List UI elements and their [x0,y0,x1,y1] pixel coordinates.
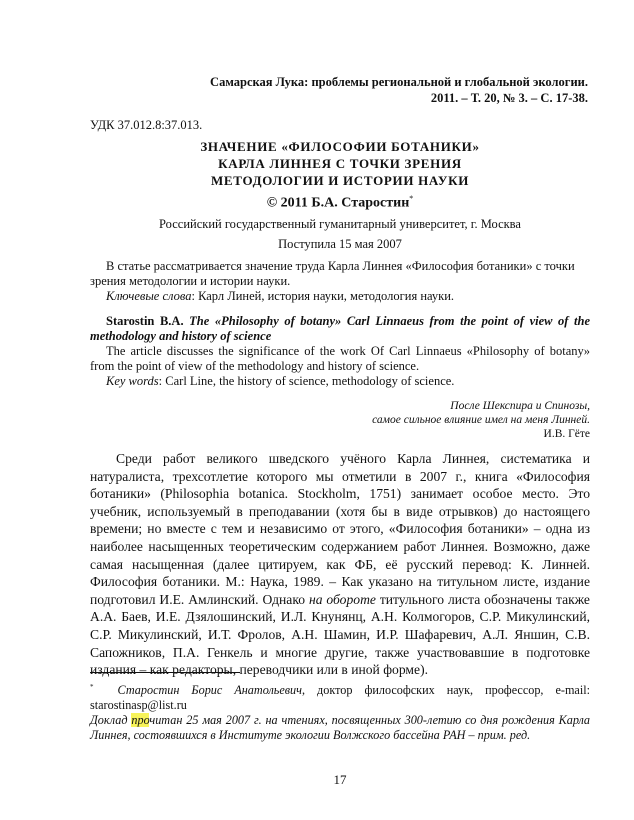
keywords-en-text: : Carl Line, the history of science, methodology of science. [158,374,455,388]
editor-note-post: читан 25 мая 2007 г. на чтениях, посвященных 300-летию со дня рождения Карла Линнея, состоявшихся в Институте экологии Волжского бассейна РАН – прим. ред. [90,713,591,743]
title-line-2: КАРЛА ЛИННЕЯ С ТОЧКИ ЗРЕНИЯ [218,156,462,171]
footnote-mark-ref: * [90,683,94,691]
udc-code: УДК 37.012.8:37.013. [90,118,203,132]
epigraph [372,399,590,441]
copyright-author [90,194,590,212]
journal-header [210,74,588,106]
body-paragraph [90,450,590,679]
abstract-en-text: The article discusses the significance of the work Of Carl Linnaeus «Philosophy of botany» from the point of view of the methodology and history of science. [90,344,590,373]
title-line-1: ЗНАЧЕНИЕ «ФИЛОСОФИИ БОТАНИКИ» [200,139,480,154]
footnote-author-details: , доктор философских наук, профессор, e-mail: starostinasp@list.ru [90,683,590,713]
journal-volume: 2011. – Т. 20, № 3. – С. 17-38. [430,91,588,105]
editor-note [90,713,590,743]
title-line-3: МЕТОДОЛОГИИ И ИСТОРИИ НАУКИ [210,173,470,188]
footnote-mark: * [409,194,414,203]
epigraph-author: И.В. Гёте [543,428,590,440]
keywords-ru-text: : Карл Линей, история науки, методология науки. [191,289,455,303]
highlighted-text: про [131,713,150,728]
abstract-ru [90,259,590,304]
abstract-en [90,314,590,389]
epigraph-line-1: После Шекспира и Спинозы, [450,400,590,412]
abstract-en-title: The «Philosophy of botany» Carl Linnaeus from the point of view of the methodology and history of science [90,314,591,343]
body-text-part-1: Среди работ великого шведского учёного Карла Линнея, систематика и натуралиста, трехсотлетие которого мы отметили в 2007 г., книга «Философия ботаники» (Philosophia botanica. Stockholm, 1751) занимает особое место. Это учебник, используемый в преподавании (хотя бы в виде отрывков) до настоящего времени; но вместе с тем и независимо от этого, «Философия ботаники» – одна из наиболее насыщенных теоретическим содержанием работ Линнея. Возможно, даже самая насыщенная (далее цитируем, как ФБ, её русский перевод: К. Линней. Философия ботаники. М.: Наука, 1989. – Как указано на титульном листе, издание подготовил И.Е. Амлинский. Однако [90,451,590,607]
epigraph-line-2: самое сильное влияние имел на меня Линней. [372,414,590,426]
footnote-author [90,680,590,713]
footnote [90,680,590,743]
abstract-ru-text: В статье рассматривается значение труда Карла Линнея «Философия ботаники» с точки зрения методологии и истории науки. [90,259,575,288]
page-number: 17 [333,772,347,787]
keywords-ru-label: Ключевые слова [106,289,192,303]
received-date: Поступила 15 мая 2007 [278,237,402,251]
footnote-divider [90,672,240,673]
keywords-ru [90,289,590,304]
abstract-en-heading [90,314,590,344]
keywords-en-label: Key words [106,374,159,388]
article-title [90,138,590,189]
body-text-italic: на обороте [308,591,376,607]
keywords-en [90,374,590,389]
footnote-author-name: Старостин Борис Анатольевич [117,683,302,698]
editor-note-pre: Доклад [90,713,132,728]
copyright-text: © 2011 Б.А. Старостин [266,195,410,211]
body-text-part-2: титульного листа обозначены также А.А. Баев, И.Е. Дзялошинский, И.Л. Кнунянц, А.Н. Колмогоров, С.Р. Микулинский, С.Р. Микулинский, И.Т. Фролов, А.Н. Шамин, И.Р. Шафаревич, А.Л. Яншин, С.В. Сапожников, П.А. Генкель и многие другие, также участвовавшие в подготовке издания – как редакторы, переводчики или в иной форме). [90,591,590,678]
journal-title: Самарская Лука: проблемы региональной и глобальной экологии. [210,75,588,89]
abstract-en-author: Starostin B.A. [106,314,184,328]
affiliation: Российский государственный гуманитарный университет, г. Москва [159,217,521,231]
